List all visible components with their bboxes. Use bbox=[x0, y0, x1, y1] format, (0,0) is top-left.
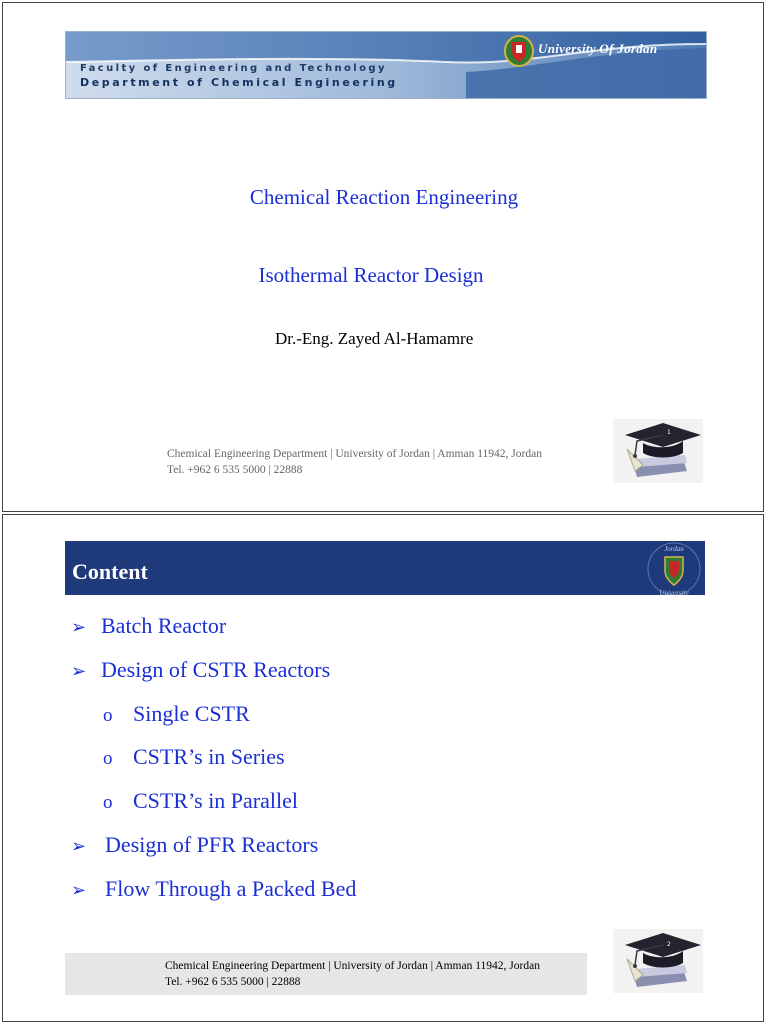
circle-bullet-icon: o bbox=[103, 705, 113, 726]
list-item-text: Design of CSTR Reactors bbox=[101, 657, 331, 682]
list-item-text: CSTR’s in Parallel bbox=[133, 788, 298, 813]
list-item-text: Design of PFR Reactors bbox=[105, 832, 319, 857]
arrow-bullet-icon: ➢ bbox=[71, 836, 87, 857]
faculty-name: Faculty of Engineering and Technology bbox=[80, 63, 387, 74]
svg-text:Jordan: Jordan bbox=[664, 545, 684, 553]
list-item bbox=[71, 876, 356, 902]
university-crest-icon bbox=[503, 34, 535, 68]
content-heading: Content bbox=[72, 559, 148, 584]
list-item bbox=[103, 701, 250, 727]
list-item-text: Single CSTR bbox=[133, 701, 250, 726]
slide-title: Chemical Reaction Engineering bbox=[249, 185, 519, 209]
content-header-banner bbox=[65, 541, 705, 595]
footer-phone: Tel. +962 6 535 5000 | 22888 bbox=[165, 976, 301, 988]
list-item-text: Batch Reactor bbox=[101, 613, 227, 638]
header-banner bbox=[65, 31, 707, 99]
footer-phone: Tel. +962 6 535 5000 | 22888 bbox=[167, 464, 303, 476]
page-number: 1 bbox=[667, 429, 671, 436]
slide-footer bbox=[167, 446, 542, 478]
slide-footer bbox=[65, 953, 587, 995]
page-number: 2 bbox=[667, 941, 671, 948]
arrow-bullet-icon: ➢ bbox=[71, 880, 87, 901]
list-item bbox=[71, 613, 226, 639]
graduation-cap-icon bbox=[613, 929, 703, 993]
slide-2 bbox=[2, 514, 764, 1022]
slide-subtitle: Isothermal Reactor Design bbox=[258, 263, 484, 287]
graduation-cap-icon bbox=[613, 419, 703, 483]
list-item bbox=[71, 657, 330, 683]
circle-bullet-icon: o bbox=[103, 748, 113, 769]
slide-1 bbox=[2, 2, 764, 512]
svg-text:University: University bbox=[659, 589, 689, 595]
author-name: Dr.-Eng. Zayed Al-Hamamre bbox=[275, 329, 474, 348]
footer-address: Chemical Engineering Department | University of Jordan | Amman 11942, Jordan bbox=[167, 448, 542, 460]
circle-bullet-icon: o bbox=[103, 792, 113, 813]
university-name: University Of Jordan bbox=[538, 41, 658, 56]
list-item bbox=[71, 832, 318, 858]
list-item-text: Flow Through a Packed Bed bbox=[105, 876, 357, 901]
arrow-bullet-icon: ➢ bbox=[71, 617, 87, 638]
list-item-text: CSTR’s in Series bbox=[133, 744, 285, 769]
footer-address: Chemical Engineering Department | University of Jordan | Amman 11942, Jordan bbox=[165, 960, 540, 972]
university-seal-icon bbox=[636, 541, 705, 595]
arrow-bullet-icon: ➢ bbox=[71, 661, 87, 682]
list-item bbox=[103, 744, 285, 770]
department-name: Department of Chemical Engineering bbox=[80, 76, 398, 89]
list-item bbox=[103, 788, 298, 814]
